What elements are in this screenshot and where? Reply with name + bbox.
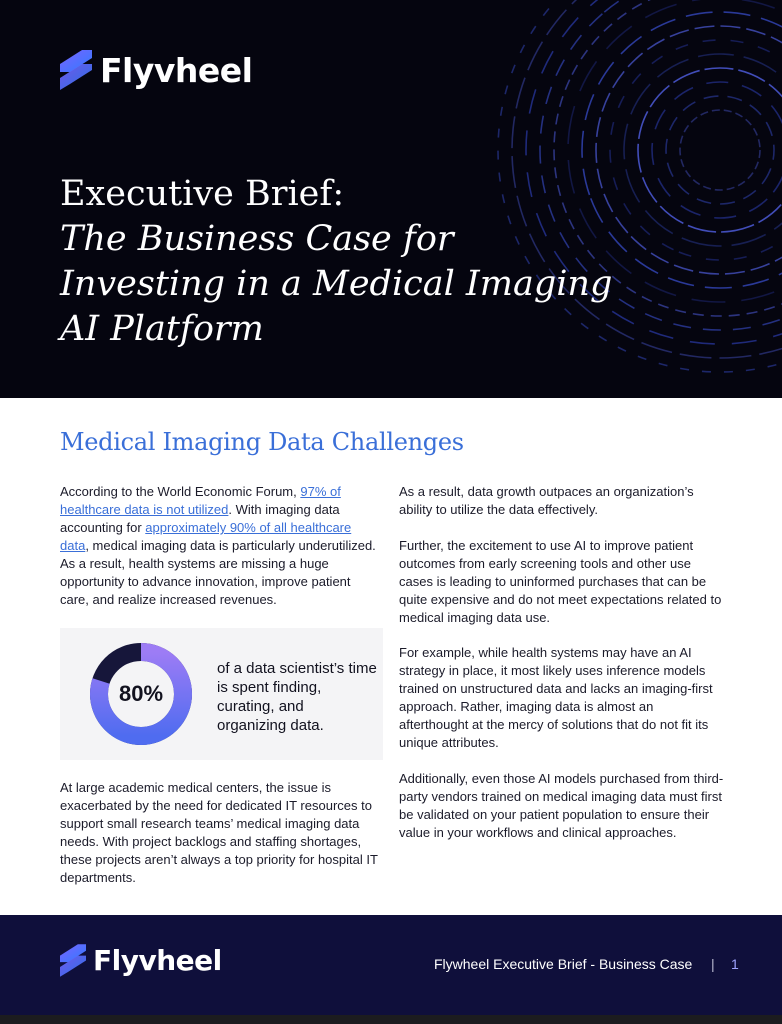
right-paragraph-2 (399, 537, 724, 627)
intro-paragraph (60, 483, 382, 609)
stat-description: of a data scientist’s time is spent finding, curating, and organizing data. (217, 660, 377, 734)
imaging-share-link[interactable]: approximately 90% of all healthcare data (60, 520, 352, 553)
intro-text-1: According to the World Economic Forum, (60, 484, 301, 499)
right-text-2: Further, the excitement to use AI to improve patient outcomes from early screening tools and other use cases is leading to uninformed purchases that can be quite expensive and do not meet expectations related to medical imaging data use. (399, 538, 722, 625)
logo-wordmark: Flyvheel (100, 50, 253, 90)
flywheel-logo-icon (60, 944, 86, 977)
intro-text-3: , medical imaging data is particularly underutilized. As a result, health systems are missing a huge opportunity to advance innovation, improve patient care, and realize increased revenues. (60, 538, 376, 607)
title-line-4: AI Platform (60, 309, 264, 349)
page-title (60, 172, 620, 352)
page-number: 1 (731, 956, 739, 972)
page-footer (0, 915, 782, 1015)
stat-callout (60, 628, 383, 760)
academic-centers-paragraph (60, 779, 382, 887)
footer-document-title: Flywheel Executive Brief - Business Case (434, 956, 693, 972)
ring-arc (649, 79, 782, 221)
academic-centers-text: At large academic medical centers, the issue is exacerbated by the need for dedicated IT resources to support small research teams’ medical imaging data needs. With project backlogs and staffing shortages, these projects aren’t always a top priority for hospital IT departments. (60, 780, 378, 885)
right-paragraph-4 (399, 770, 724, 842)
ring-arc (621, 51, 782, 250)
section-heading: Medical Imaging Data Challenges (60, 428, 464, 456)
intro-text-2: . With imaging data accounting for (60, 502, 340, 535)
right-text-3: For example, while health systems may have an AI strategy in place, it most likely uses inference models trained on unstructured data and lacks an imaging-first approach. Rather, imaging data is almost an afterthought at the mercy of solutions that do not fit its unique attributes. (399, 645, 713, 750)
footer-logo[interactable] (60, 944, 222, 977)
wef-stat-link[interactable]: 97% of healthcare data is not utilized (60, 484, 341, 517)
hero-banner (0, 0, 782, 398)
title-line-3: Investing in a Medical Imaging (60, 264, 613, 304)
header-logo[interactable] (60, 50, 252, 90)
footer-separator: | (711, 956, 715, 972)
stat-value: 80% (118, 681, 164, 706)
right-paragraph-1 (399, 483, 724, 519)
ring-arc (624, 54, 782, 246)
right-text-1: As a result, data growth outpaces an organization’s ability to utilize the data effectively. (399, 484, 694, 517)
footer-logo-wordmark: Flyvheel (93, 944, 222, 977)
ring-arc (680, 110, 760, 190)
title-line-1: Executive Brief: (60, 174, 345, 214)
title-line-2: The Business Case for (60, 219, 454, 259)
right-paragraph-3 (399, 644, 724, 752)
right-text-4: Additionally, even those AI models purchased from third-party vendors trained on medical imaging data must first be validated on your patient population to ensure their value in your workflows and clinical approaches. (399, 771, 724, 840)
flywheel-logo-icon (60, 50, 92, 90)
viewer-bottom-bar (0, 1015, 782, 1024)
